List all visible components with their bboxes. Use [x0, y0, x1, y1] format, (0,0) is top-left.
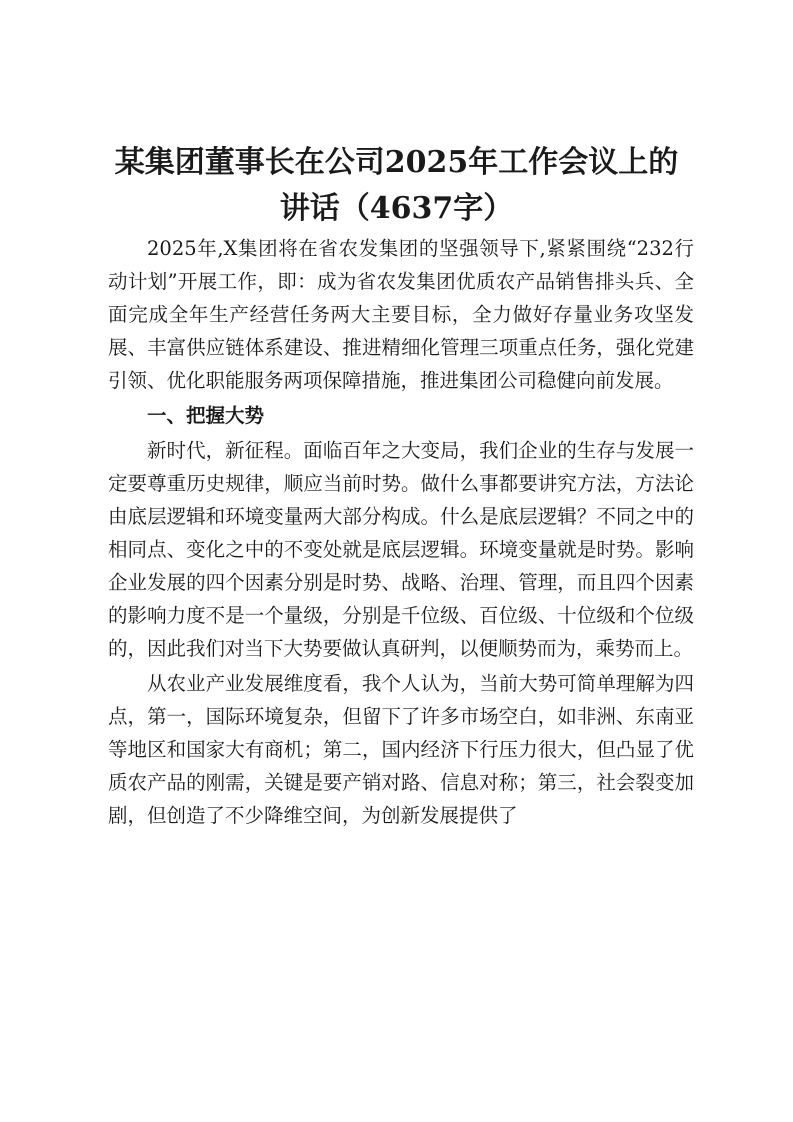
body-paragraph: 新时代，新征程。面临百年之大变局，我们企业的生存与发展一定要尊重历史规律，顺应当前时势。做什么事都要讲究方法，方法论由底层逻辑和环境变量两大部分构成。什么是底层逻辑？不同之中的相同点、变化之中的不变处就是底层逻辑。环境变量就是时势。影响企业发展的四个因素分别是时势、战略、治理、管理，而且四个因素的影响力度不是一个量级，分别是千位级、百位级、十位级和个位级的，因此我们对当下大势要做认真研判，以便顺势而为，乘势而上。	[108, 439, 694, 660]
document-title: 某集团董事长在公司2025年工作会议上的讲话（4637字）	[114, 145, 679, 226]
intro-paragraph: 2025年,X集团将在省农发集团的坚强领导下,紧紧围绕“232行动计划”开展工作，即：成为省农发集团优质农产品销售排头兵、全面完成全年生产经营任务两大主要目标，全力做好存量业务攻坚发展、丰富供应链体系建设、推进精细化管理三项重点任务，强化党建引领、优化职能服务两项保障措施，推进集团公司稳健向前发展。	[108, 237, 694, 392]
body-paragraph: 从农业产业发展维度看，我个人认为，当前大势可简单理解为四点，第一，国际环境复杂，但留下了许多市场空白，如非洲、东南亚等地区和国家大有商机；第二，国内经济下行压力很大，但凸显了优质农产品的刚需，关键是要产销对路、信息对称；第三，社会裂变加剧，但创造了不少降维空间，为创新发展提供了	[108, 672, 694, 827]
document-body	[108, 232, 694, 832]
section-heading: 一、把握大势	[147, 404, 265, 427]
